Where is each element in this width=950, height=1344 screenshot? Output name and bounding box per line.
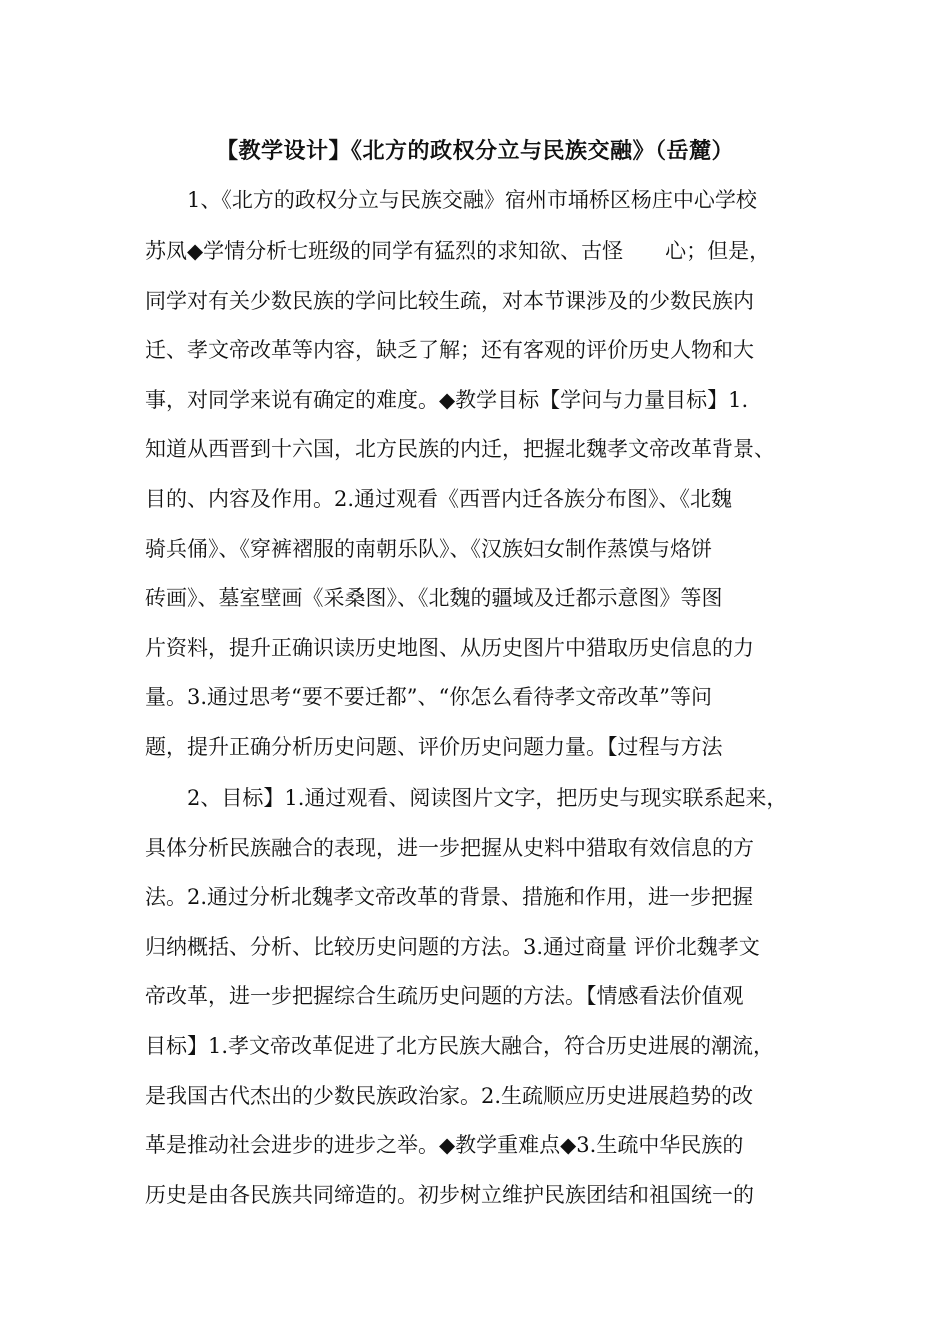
text-line-18: 目标】1.孝文帝改革促进了北方民族大融合，符合历史进展的潮流， — [145, 1034, 775, 1058]
text-line-1: 1、《北方的政权分立与民族交融》宿州市埇桥区杨庄中心学校 — [187, 188, 757, 212]
text-line-16: 归纳概括、分析、比较历史问题的方法。3.通过商量 评价北魏孝文 — [145, 935, 760, 959]
text-line-3: 同学对有关少数民族的学问比较生疏，对本节课涉及的少数民族内 — [145, 289, 754, 313]
text-line-13: 2、目标】1.通过观看、阅读图片文字，把历史与现实联系起来， — [187, 786, 788, 810]
text-line-4: 迁、孝文帝改革等内容，缺乏了解；还有客观的评价历史人物和大 — [145, 338, 754, 362]
text-line-15: 法。2.通过分析北魏孝文帝改革的背景、措施和作用，进一步把握 — [145, 885, 754, 909]
text-line-20: 革是推动社会进步的进步之举。◆教学重难点◆3.生疏中华民族的 — [145, 1133, 744, 1157]
text-line-7: 目的、内容及作用。2.通过观看《西晋内迁各族分布图》、《北魏 — [145, 487, 733, 511]
text-line-8: 骑兵俑》、《穿裤褶服的南朝乐队》、《汉族妇女制作蒸馍与烙饼 — [145, 537, 712, 561]
document-title: 【教学设计】《北方的政权分立与民族交融》（岳麓） — [215, 138, 734, 164]
text-line-10: 片资料，提升正确识读历史地图、从历史图片中猎取历史信息的力 — [145, 636, 754, 660]
text-line-9: 砖画》、墓室壁画《采桑图》、《北魏的疆域及迁都示意图》等图 — [145, 586, 723, 610]
text-line-2: 苏凤◆学情分析七班级的同学有猛烈的求知欲、古怪 心；但是， — [145, 239, 771, 263]
text-line-5: 事，对同学来说有确定的难度。◆教学目标【学问与力量目标】1. — [145, 388, 749, 412]
text-line-12: 题，提升正确分析历史问题、评价历史问题力量。【过程与方法 — [145, 735, 723, 759]
text-line-21: 历史是由各民族共同缔造的。初步树立维护民族团结和祖国统一的 — [145, 1183, 754, 1207]
text-line-14: 具体分析民族融合的表现，进一步把握从史料中猎取有效信息的方 — [145, 836, 754, 860]
text-line-19: 是我国古代杰出的少数民族政治家。2.生疏顺应历史进展趋势的改 — [145, 1084, 754, 1108]
text-line-6: 知道从西晋到十六国，北方民族的内迁，把握北魏孝文帝改革背景、 — [145, 437, 775, 461]
text-line-17: 帝改革，进一步把握综合生疏历史问题的方法。【情感看法价值观 — [145, 984, 744, 1008]
text-line-11: 量。3.通过思考“要不要迁都”、“你怎么看待孝文帝改革”等问 — [145, 685, 712, 709]
